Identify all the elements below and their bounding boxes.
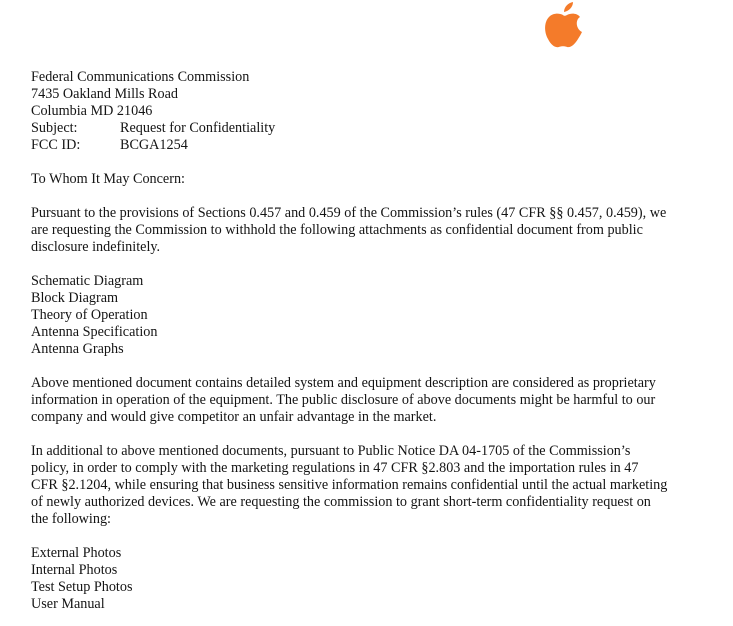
paragraph-line: company and would give competitor an unfair advantage in the market. — [31, 409, 437, 425]
recipient-name: Federal Communications Commission — [31, 69, 250, 85]
paragraph-confidentiality-request — [31, 205, 726, 256]
paragraph-line: information in operation of the equipment. The public disclosure of above documents might be harmful to our — [31, 392, 656, 408]
list-item: User Manual — [31, 596, 105, 612]
list-item: Schematic Diagram — [31, 273, 144, 289]
fccid-value: BCGA1254 — [120, 137, 188, 153]
list-item: Antenna Specification — [31, 324, 158, 340]
paragraph-short-term — [31, 443, 726, 528]
list-item: Antenna Graphs — [31, 341, 124, 357]
paragraph-line: of newly authorized devices. We are requesting the commission to grant short-term confidentiality request on — [31, 494, 651, 510]
subject-label: Subject: — [31, 120, 78, 136]
fccid-row — [31, 137, 726, 154]
recipient-street: 7435 Oakland Mills Road — [31, 86, 178, 102]
list-item: Test Setup Photos — [31, 579, 133, 595]
salutation: To Whom It May Concern: — [31, 171, 185, 187]
list-item: Theory of Operation — [31, 307, 148, 323]
recipient-city: Columbia MD 21046 — [31, 103, 153, 119]
list-item: Block Diagram — [31, 290, 119, 306]
paragraph-line: the following: — [31, 511, 111, 527]
subject-row — [31, 120, 726, 137]
paragraph-line: are requesting the Commission to withhold the following attachments as confidential document from public — [31, 222, 643, 238]
confidential-documents-list — [31, 273, 726, 358]
paragraph-line: Pursuant to the provisions of Sections 0.457 and 0.459 of the Commission’s rules (47 CFR §§ 0.457, 0.459), we — [31, 205, 667, 221]
paragraph-proprietary — [31, 375, 726, 426]
subject-value: Request for Confidentiality — [120, 120, 276, 136]
paragraph-line: CFR §2.1204, while ensuring that business sensitive information remains confidential until the actual marketing — [31, 477, 668, 493]
paragraph-line: policy, in order to comply with the marketing regulations in 47 CFR §2.803 and the importation rules in 47 — [31, 460, 639, 476]
paragraph-line: Above mentioned document contains detailed system and equipment description are considered as proprietary — [31, 375, 656, 391]
paragraph-line: disclosure indefinitely. — [31, 239, 161, 255]
letter-body — [31, 69, 726, 613]
fccid-label: FCC ID: — [31, 137, 81, 153]
apple-logo-icon — [543, 2, 583, 48]
paragraph-line: In additional to above mentioned documents, pursuant to Public Notice DA 04-1705 of the Commission’s — [31, 443, 631, 459]
list-item: External Photos — [31, 545, 122, 561]
short-term-documents-list — [31, 545, 726, 613]
list-item: Internal Photos — [31, 562, 118, 578]
